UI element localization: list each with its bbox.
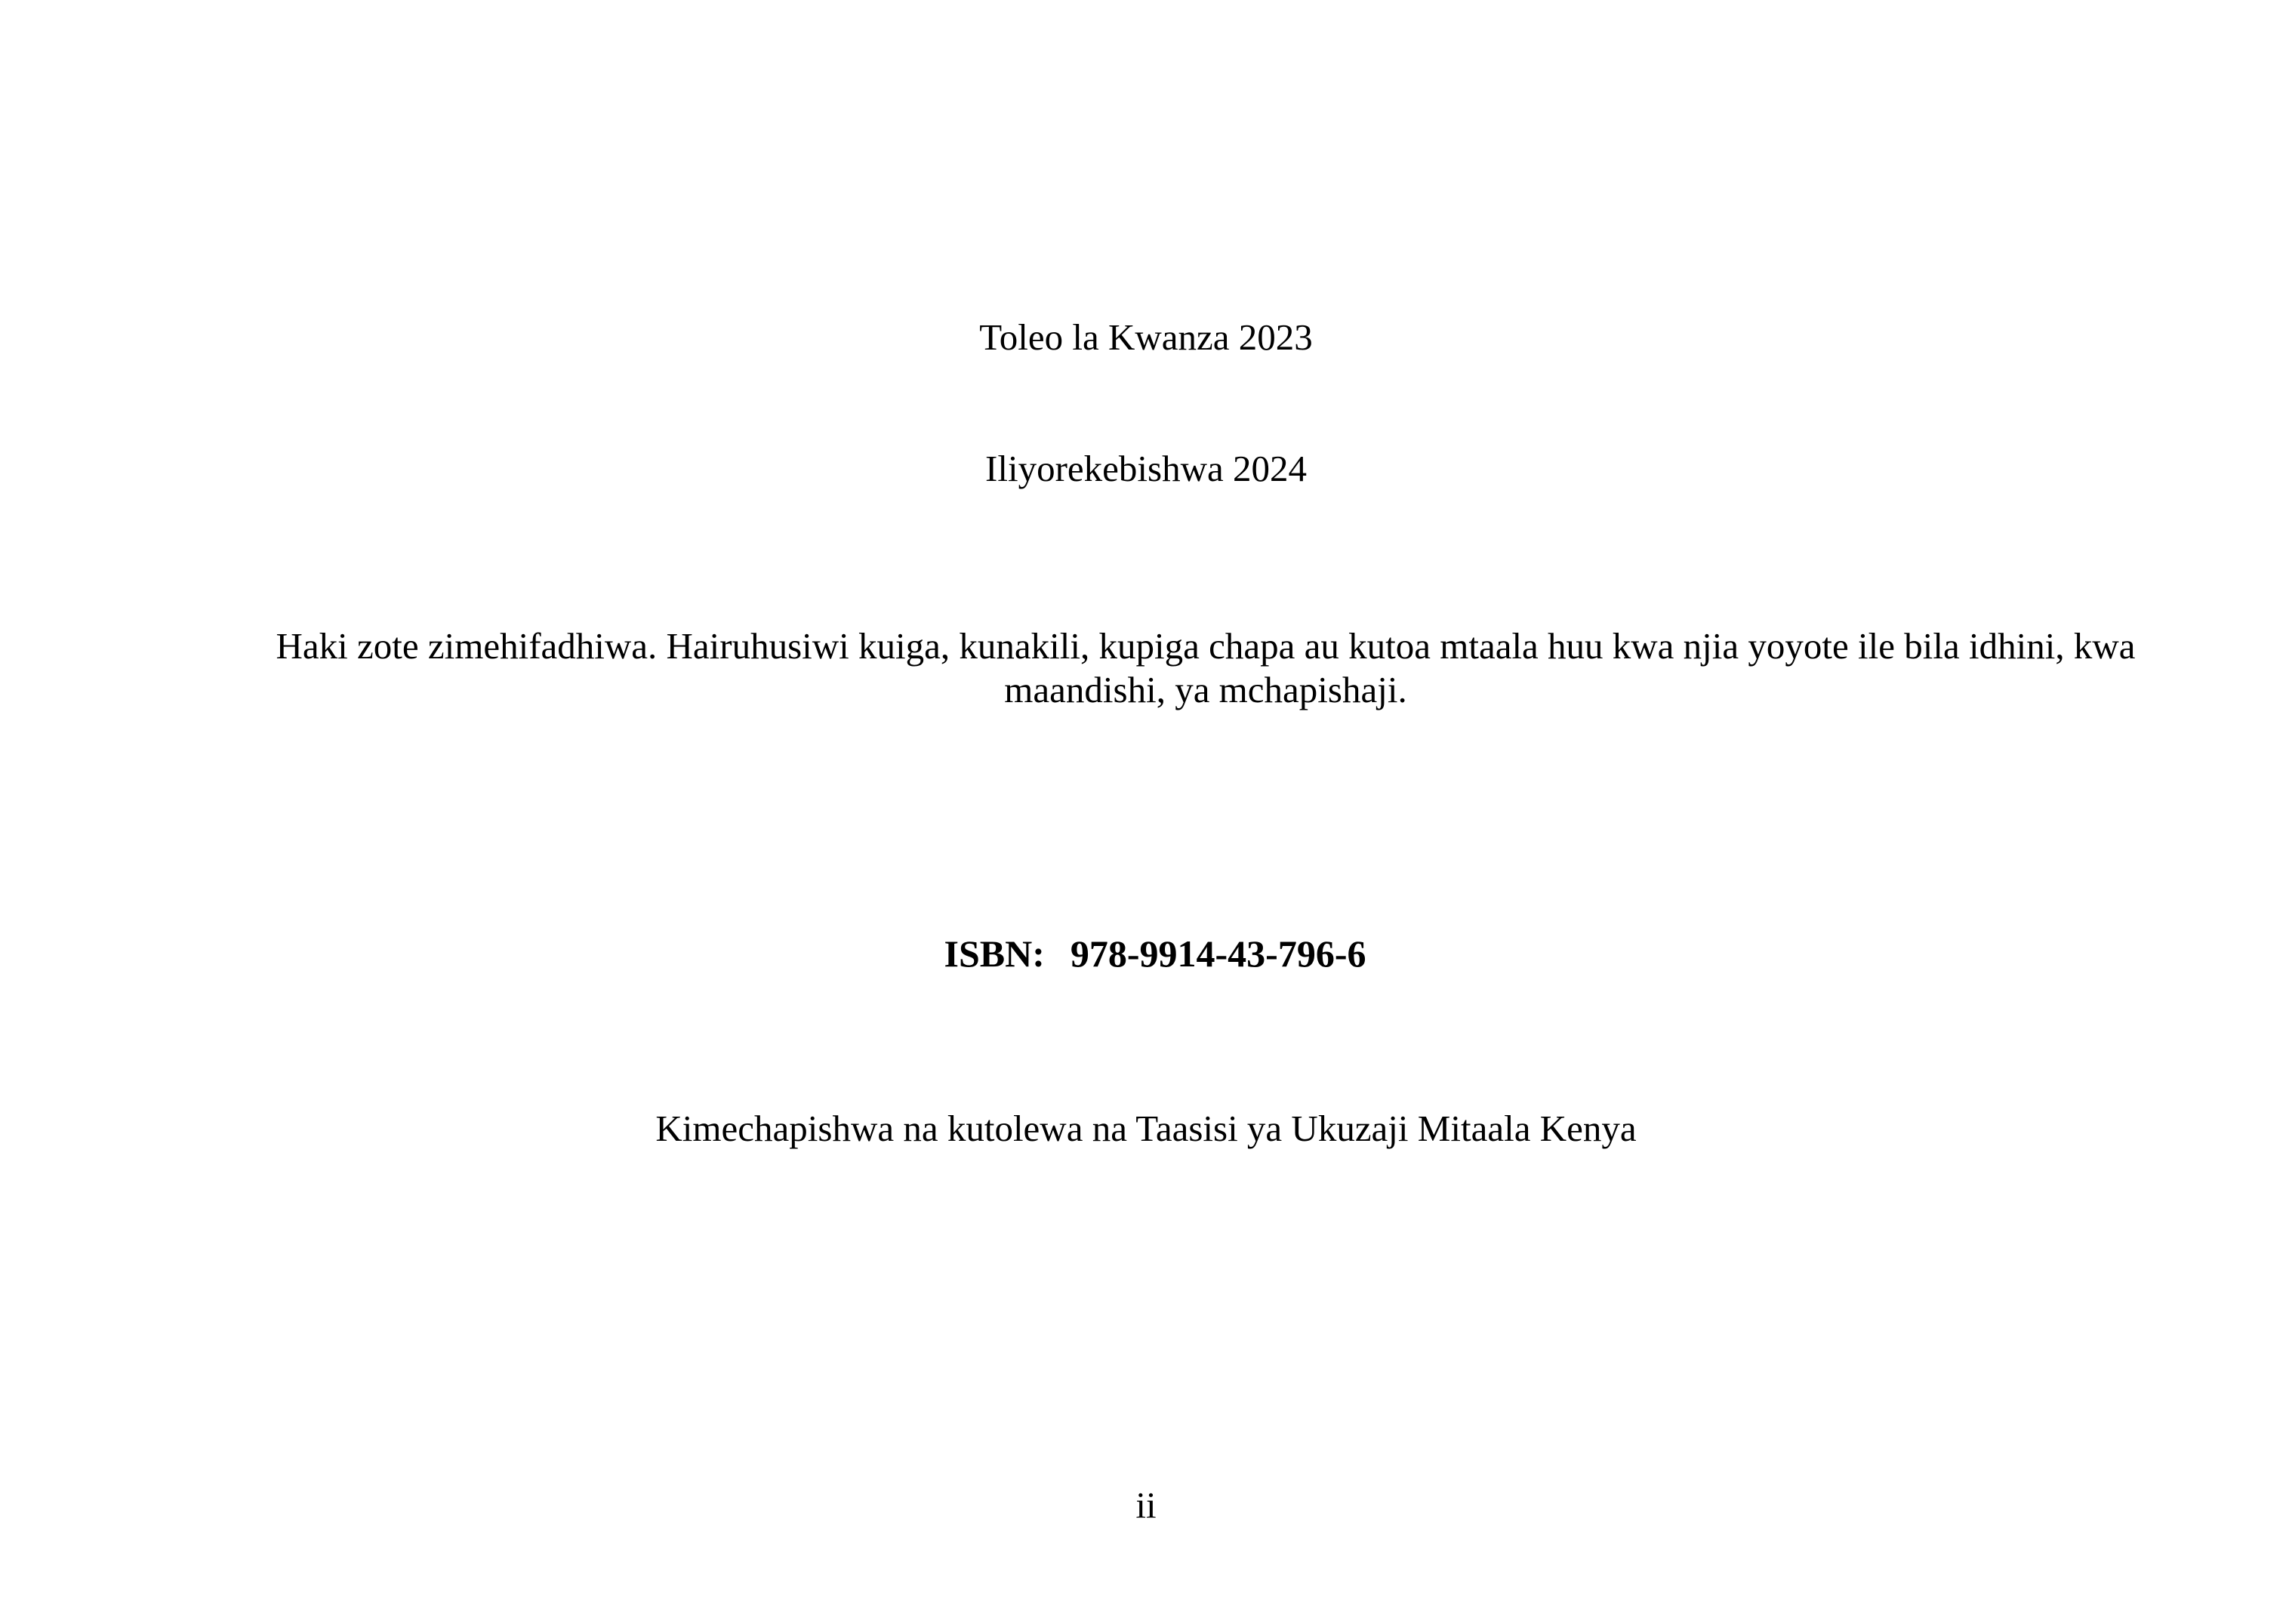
isbn-value: 978-9914-43-796-6 (1070, 932, 1366, 975)
isbn-label: ISBN: (944, 932, 1045, 975)
isbn-line (9, 932, 2292, 975)
publisher-line: Kimechapishwa na kutolewa na Taasisi ya Ukuzaji Mitaala Kenya (655, 1108, 1637, 1149)
page-number: ii (1135, 1484, 1157, 1526)
copyright-notice: Haki zote zimehifadhiwa. Hairuhusiwi kuiga, kunakili, kupiga chapa au kutoa mtaala huu kwa njia yoyote ile bila idhini, kwa maandishi, ya mchapishaji. (276, 625, 2136, 710)
revision-line: Iliyorekebishwa 2024 (985, 448, 1307, 489)
edition-line: Toleo la Kwanza 2023 (979, 316, 1313, 358)
